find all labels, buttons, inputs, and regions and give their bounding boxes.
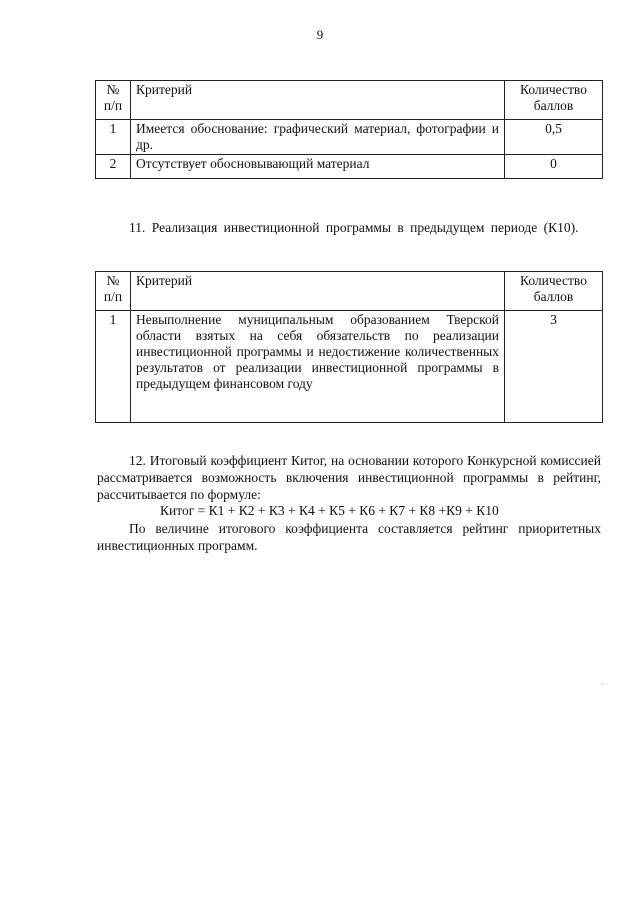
header-points-line1: Количество: [520, 82, 587, 97]
formula: Китог = К1 + К2 + К3 + К4 + К5 + К6 + К7 + К8 +К9 + К10: [160, 503, 499, 518]
section-12-paragraph: 12. Итоговый коэффициент Китог, на основании которого Конкурсной комиссией рассматривается возможность включения инвестиционной программы в рейтинг, рассчитывается по формуле:: [97, 453, 601, 502]
header-points-cell: [505, 272, 603, 311]
header-points-line2: баллов: [533, 98, 574, 113]
row-number: 2: [96, 155, 131, 179]
criteria-table-2: [95, 271, 603, 423]
header-points-cell: [505, 81, 603, 120]
row-criterion: Имеется обоснование: графический материал, фотографии и др.: [131, 120, 505, 155]
header-criterion-cell: Критерий: [131, 272, 505, 311]
row-points: 3: [505, 311, 603, 423]
page-number: 9: [316, 27, 324, 42]
header-number-cell: [96, 81, 131, 120]
row-points: 0: [505, 155, 603, 179]
header-points-line1: Количество: [520, 273, 587, 288]
criteria-table-1: [95, 80, 603, 179]
header-points-line2: баллов: [533, 289, 574, 304]
table-row: [96, 120, 603, 155]
table-header-row: [96, 272, 603, 311]
header-number-abbrev: п/п: [103, 289, 123, 304]
header-criterion-cell: Критерий: [131, 81, 505, 120]
row-points: 0,5: [505, 120, 603, 155]
table-row: [96, 155, 603, 179]
row-criterion: Невыполнение муниципальным образованием Тверской области взятых на себя обязательств по реализации инвестиционной программы и недостижение количественных результатов от реализации инвестиционной программы в предыдущем финансовом году: [131, 311, 505, 423]
header-number-abbrev: п/п: [103, 98, 123, 113]
header-number-symbol: №: [106, 273, 120, 288]
header-number-symbol: №: [106, 82, 120, 97]
table-row: [96, 311, 603, 423]
row-criterion: Отсутствует обосновывающий материал: [131, 155, 505, 179]
section-11-paragraph: 11. Реализация инвестиционной программы в предыдущем периоде (К10).: [129, 220, 579, 235]
header-number-cell: [96, 272, 131, 311]
row-number: 1: [96, 311, 131, 423]
table-header-row: [96, 81, 603, 120]
closing-paragraph: По величине итогового коэффициента составляется рейтинг приоритетных инвестиционных программ.: [97, 521, 601, 553]
row-number: 1: [96, 120, 131, 155]
scan-speck: [602, 683, 603, 684]
